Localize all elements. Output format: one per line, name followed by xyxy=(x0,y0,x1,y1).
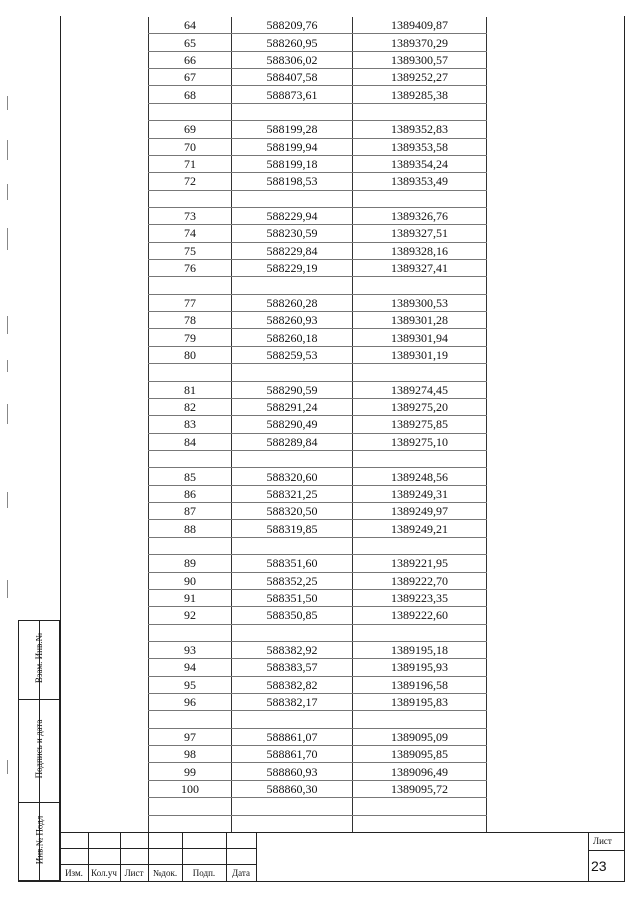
y-coordinate-cell: 1389300,57 xyxy=(353,51,487,68)
y-coordinate-cell xyxy=(353,190,487,207)
title-header-ndok: №док. xyxy=(152,868,178,878)
y-coordinate-cell: 1389275,10 xyxy=(353,433,487,450)
y-coordinate-cell: 1389095,09 xyxy=(353,728,487,745)
point-number-cell: 79 xyxy=(149,329,232,346)
y-coordinate-cell: 1389222,60 xyxy=(353,607,487,624)
point-number-cell: 78 xyxy=(149,312,232,329)
y-coordinate-cell: 1389301,19 xyxy=(353,346,487,363)
table-row xyxy=(149,641,487,658)
x-coordinate-cell: 588199,18 xyxy=(232,155,353,172)
x-coordinate-cell xyxy=(232,364,353,381)
y-coordinate-cell xyxy=(353,450,487,467)
y-coordinate-cell: 1389409,87 xyxy=(353,17,487,34)
title-header-kol-uch: Кол.уч xyxy=(91,868,117,878)
x-coordinate-cell: 588407,58 xyxy=(232,69,353,86)
x-coordinate-cell xyxy=(232,624,353,641)
x-coordinate-cell: 588382,17 xyxy=(232,694,353,711)
table-row xyxy=(149,346,487,363)
point-number-cell xyxy=(149,277,232,294)
y-coordinate-cell: 1389096,49 xyxy=(353,763,487,780)
table-row xyxy=(149,485,487,502)
point-number-cell xyxy=(149,364,232,381)
y-coordinate-cell xyxy=(353,277,487,294)
point-number-cell xyxy=(149,103,232,120)
x-coordinate-cell: 588260,93 xyxy=(232,312,353,329)
table-row xyxy=(149,676,487,693)
point-number-cell: 77 xyxy=(149,294,232,311)
coordinate-table xyxy=(148,17,487,833)
x-coordinate-cell: 588229,84 xyxy=(232,242,353,259)
y-coordinate-cell: 1389275,20 xyxy=(353,398,487,415)
table-row xyxy=(149,416,487,433)
point-number-cell: 100 xyxy=(149,780,232,797)
point-number-cell xyxy=(149,711,232,728)
table-row xyxy=(149,398,487,415)
sheet-number: 23 xyxy=(591,858,607,874)
table-row xyxy=(149,190,487,207)
x-coordinate-cell: 588351,50 xyxy=(232,589,353,606)
table-row xyxy=(149,555,487,572)
point-number-cell: 70 xyxy=(149,138,232,155)
point-number-cell: 92 xyxy=(149,607,232,624)
y-coordinate-cell: 1389285,38 xyxy=(353,86,487,103)
y-coordinate-cell: 1389223,35 xyxy=(353,589,487,606)
x-coordinate-cell: 588289,84 xyxy=(232,433,353,450)
point-number-cell: 66 xyxy=(149,51,232,68)
point-number-cell: 75 xyxy=(149,242,232,259)
y-coordinate-cell: 1389354,24 xyxy=(353,155,487,172)
point-number-cell: 71 xyxy=(149,155,232,172)
table-row xyxy=(149,17,487,34)
y-coordinate-cell: 1389252,27 xyxy=(353,69,487,86)
point-number-cell: 89 xyxy=(149,555,232,572)
y-coordinate-cell: 1389353,58 xyxy=(353,138,487,155)
y-coordinate-cell: 1389196,58 xyxy=(353,676,487,693)
table-row xyxy=(149,225,487,242)
table-row xyxy=(149,503,487,520)
point-number-cell: 91 xyxy=(149,589,232,606)
point-number-cell: 72 xyxy=(149,173,232,190)
x-coordinate-cell: 588260,18 xyxy=(232,329,353,346)
y-coordinate-cell: 1389195,18 xyxy=(353,641,487,658)
x-coordinate-cell: 588319,85 xyxy=(232,520,353,537)
table-row xyxy=(149,450,487,467)
y-coordinate-cell: 1389300,53 xyxy=(353,294,487,311)
point-number-cell: 84 xyxy=(149,433,232,450)
x-coordinate-cell: 588198,53 xyxy=(232,173,353,190)
y-coordinate-cell: 1389370,29 xyxy=(353,34,487,51)
table-row xyxy=(149,242,487,259)
point-number-cell: 68 xyxy=(149,86,232,103)
point-number-cell: 80 xyxy=(149,346,232,363)
x-coordinate-cell: 588199,94 xyxy=(232,138,353,155)
point-number-cell: 94 xyxy=(149,659,232,676)
x-coordinate-cell: 588259,53 xyxy=(232,346,353,363)
point-number-cell: 95 xyxy=(149,676,232,693)
y-coordinate-cell: 1389221,95 xyxy=(353,555,487,572)
point-number-cell: 65 xyxy=(149,34,232,51)
y-coordinate-cell xyxy=(353,364,487,381)
x-coordinate-cell: 588861,70 xyxy=(232,746,353,763)
sheet-label: Лист xyxy=(593,836,612,846)
table-row xyxy=(149,312,487,329)
x-coordinate-cell: 588350,85 xyxy=(232,607,353,624)
table-row xyxy=(149,746,487,763)
table-row xyxy=(149,329,487,346)
table-row xyxy=(149,86,487,103)
y-coordinate-cell: 1389095,85 xyxy=(353,746,487,763)
table-row xyxy=(149,780,487,797)
y-coordinate-cell: 1389222,70 xyxy=(353,572,487,589)
stamp-label-vzam-inv: Взам. Инв.№ xyxy=(34,632,44,684)
x-coordinate-cell: 588860,30 xyxy=(232,780,353,797)
point-number-cell: 81 xyxy=(149,381,232,398)
table-row xyxy=(149,572,487,589)
x-coordinate-cell: 588290,49 xyxy=(232,416,353,433)
y-coordinate-cell xyxy=(353,711,487,728)
table-row xyxy=(149,468,487,485)
table-row xyxy=(149,69,487,86)
y-coordinate-cell: 1389326,76 xyxy=(353,207,487,224)
point-number-cell: 64 xyxy=(149,17,232,34)
stamp-label-signature-date: Подпись и дата xyxy=(34,719,44,779)
y-coordinate-cell: 1389352,83 xyxy=(353,121,487,138)
point-number-cell: 85 xyxy=(149,468,232,485)
y-coordinate-cell: 1389353,49 xyxy=(353,173,487,190)
y-coordinate-cell: 1389275,85 xyxy=(353,416,487,433)
x-coordinate-cell xyxy=(232,190,353,207)
x-coordinate-cell: 588321,25 xyxy=(232,485,353,502)
table-row xyxy=(149,520,487,537)
point-number-cell: 86 xyxy=(149,485,232,502)
y-coordinate-cell: 1389274,45 xyxy=(353,381,487,398)
table-row xyxy=(149,138,487,155)
point-number-cell xyxy=(149,537,232,554)
point-number-cell: 87 xyxy=(149,503,232,520)
point-number-cell: 83 xyxy=(149,416,232,433)
point-number-cell: 74 xyxy=(149,225,232,242)
point-number-cell xyxy=(149,624,232,641)
point-number-cell xyxy=(149,815,232,832)
frame-right-border xyxy=(624,16,625,881)
point-number-cell: 99 xyxy=(149,763,232,780)
x-coordinate-cell: 588290,59 xyxy=(232,381,353,398)
table-row xyxy=(149,381,487,398)
y-coordinate-cell xyxy=(353,815,487,832)
title-block xyxy=(60,832,625,881)
point-number-cell xyxy=(149,190,232,207)
y-coordinate-cell xyxy=(353,624,487,641)
table-row xyxy=(149,433,487,450)
x-coordinate-cell: 588291,24 xyxy=(232,398,353,415)
point-number-cell xyxy=(149,798,232,815)
x-coordinate-cell xyxy=(232,798,353,815)
y-coordinate-cell: 1389195,93 xyxy=(353,659,487,676)
table-row xyxy=(149,694,487,711)
y-coordinate-cell: 1389195,83 xyxy=(353,694,487,711)
x-coordinate-cell: 588209,76 xyxy=(232,17,353,34)
point-number-cell: 88 xyxy=(149,520,232,537)
x-coordinate-cell: 588229,94 xyxy=(232,207,353,224)
table-row xyxy=(149,624,487,641)
y-coordinate-cell xyxy=(353,537,487,554)
x-coordinate-cell: 588199,28 xyxy=(232,121,353,138)
x-coordinate-cell: 588306,02 xyxy=(232,51,353,68)
point-number-cell: 82 xyxy=(149,398,232,415)
y-coordinate-cell: 1389249,31 xyxy=(353,485,487,502)
x-coordinate-cell: 588320,50 xyxy=(232,503,353,520)
x-coordinate-cell: 588873,61 xyxy=(232,86,353,103)
y-coordinate-cell xyxy=(353,103,487,120)
x-coordinate-cell: 588260,28 xyxy=(232,294,353,311)
frame-bottom-border xyxy=(18,881,625,882)
y-coordinate-cell: 1389249,21 xyxy=(353,520,487,537)
point-number-cell xyxy=(149,450,232,467)
table-row xyxy=(149,728,487,745)
y-coordinate-cell: 1389301,94 xyxy=(353,329,487,346)
x-coordinate-cell: 588230,59 xyxy=(232,225,353,242)
table-row xyxy=(149,607,487,624)
y-coordinate-cell xyxy=(353,798,487,815)
y-coordinate-cell: 1389328,16 xyxy=(353,242,487,259)
table-row xyxy=(149,364,487,381)
point-number-cell: 98 xyxy=(149,746,232,763)
x-coordinate-cell: 588260,95 xyxy=(232,34,353,51)
x-coordinate-cell: 588383,57 xyxy=(232,659,353,676)
table-row xyxy=(149,589,487,606)
point-number-cell: 69 xyxy=(149,121,232,138)
table-row xyxy=(149,798,487,815)
point-number-cell: 90 xyxy=(149,572,232,589)
x-coordinate-cell: 588320,60 xyxy=(232,468,353,485)
table-row xyxy=(149,294,487,311)
x-coordinate-cell xyxy=(232,450,353,467)
point-number-cell: 76 xyxy=(149,260,232,277)
stamp-label-inv-podl: Инв.№ Подл xyxy=(34,815,45,865)
table-row xyxy=(149,34,487,51)
table-row xyxy=(149,260,487,277)
table-row xyxy=(149,121,487,138)
table-row xyxy=(149,103,487,120)
title-header-data: Дата xyxy=(232,868,250,878)
x-coordinate-cell: 588351,60 xyxy=(232,555,353,572)
x-coordinate-cell: 588860,93 xyxy=(232,763,353,780)
x-coordinate-cell: 588382,92 xyxy=(232,641,353,658)
table-row xyxy=(149,711,487,728)
title-header-list: Лист xyxy=(124,868,144,878)
point-number-cell: 97 xyxy=(149,728,232,745)
x-coordinate-cell xyxy=(232,815,353,832)
x-coordinate-cell: 588229,19 xyxy=(232,260,353,277)
point-number-cell: 96 xyxy=(149,694,232,711)
x-coordinate-cell: 588382,82 xyxy=(232,676,353,693)
table-row xyxy=(149,173,487,190)
x-coordinate-cell xyxy=(232,103,353,120)
table-row xyxy=(149,155,487,172)
title-header-izm: Изм. xyxy=(65,868,83,878)
point-number-cell: 93 xyxy=(149,641,232,658)
table-row xyxy=(149,207,487,224)
x-coordinate-cell xyxy=(232,711,353,728)
y-coordinate-cell: 1389248,56 xyxy=(353,468,487,485)
table-row xyxy=(149,51,487,68)
y-coordinate-cell: 1389327,51 xyxy=(353,225,487,242)
y-coordinate-cell: 1389095,72 xyxy=(353,780,487,797)
x-coordinate-cell xyxy=(232,537,353,554)
coordinate-table-body xyxy=(149,17,487,832)
table-row xyxy=(149,763,487,780)
title-header-podp: Подп. xyxy=(192,868,216,878)
x-coordinate-cell: 588861,07 xyxy=(232,728,353,745)
point-number-cell: 67 xyxy=(149,69,232,86)
y-coordinate-cell: 1389327,41 xyxy=(353,260,487,277)
table-row xyxy=(149,537,487,554)
y-coordinate-cell: 1389249,97 xyxy=(353,503,487,520)
table-row xyxy=(149,815,487,832)
binding-edge-marks xyxy=(0,0,14,905)
x-coordinate-cell xyxy=(232,277,353,294)
point-number-cell: 73 xyxy=(149,207,232,224)
approval-side-stamp xyxy=(18,620,60,881)
x-coordinate-cell: 588352,25 xyxy=(232,572,353,589)
frame-left-border xyxy=(60,16,61,881)
table-row xyxy=(149,659,487,676)
table-row xyxy=(149,277,487,294)
y-coordinate-cell: 1389301,28 xyxy=(353,312,487,329)
